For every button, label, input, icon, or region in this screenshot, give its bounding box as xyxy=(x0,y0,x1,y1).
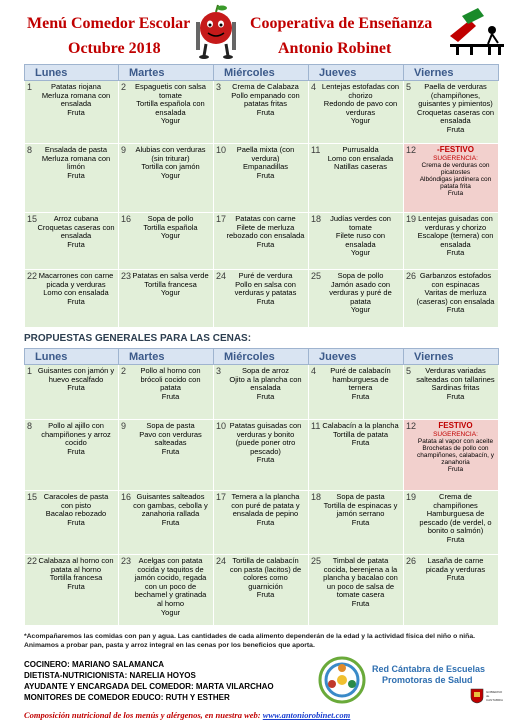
day-number: 16 xyxy=(121,214,132,224)
network-logo-line2: Promotoras de Salud xyxy=(382,675,473,685)
day-cell xyxy=(119,365,214,420)
day-cell xyxy=(214,81,309,144)
day-cell xyxy=(309,213,404,270)
day-number: 23 xyxy=(121,556,132,566)
day-cell xyxy=(214,144,309,213)
day-number: 2 xyxy=(121,82,127,92)
day-cell xyxy=(25,420,119,491)
suggestion-title: SUGERENCIA: xyxy=(433,430,478,438)
menu-text: Sopa de pollo Jamón asado con verduras y puré de patata Yogur xyxy=(329,271,392,315)
day-number: 19 xyxy=(406,214,417,224)
menu-text: Purrusalda Lomo con ensalada Natillas caseras xyxy=(327,145,394,172)
day-number: 15 xyxy=(27,492,38,502)
day-cell xyxy=(214,420,309,491)
network-logo-line1: Red Cántabra de Escuelas xyxy=(372,664,486,674)
menu-text: Judías verdes con tomate Filete ruso con ensalada Yogur xyxy=(330,214,391,258)
day-number: 25 xyxy=(311,556,322,566)
day-number: 22 xyxy=(27,556,38,566)
day-cell xyxy=(119,420,214,491)
menu-text: Calabacín a la plancha Tortilla de patata Fruta xyxy=(322,421,399,448)
day-number: 18 xyxy=(311,214,322,224)
day-number: 10 xyxy=(216,421,227,431)
day-cell xyxy=(25,365,119,420)
day-cell xyxy=(404,491,499,555)
day-number: 3 xyxy=(216,82,222,92)
day-cell xyxy=(25,555,119,626)
day-cell xyxy=(309,555,404,626)
day-number: 4 xyxy=(311,82,317,92)
day-number: 11 xyxy=(311,145,321,155)
day-number: 1 xyxy=(27,82,33,92)
menu-text: Lentejas guisadas con verduras y chorizo Escalope (ternera) con ensalada Fruta xyxy=(417,214,494,258)
day-number: 12 xyxy=(406,421,417,431)
day-cell xyxy=(214,213,309,270)
day-number: 9 xyxy=(121,145,127,155)
dinner-proposals-table xyxy=(24,348,499,626)
day-cell xyxy=(309,81,404,144)
menu-text: Patatas guisadas con verduras y bonito (puede poner otro pescado) Fruta xyxy=(229,421,302,465)
day-number: 5 xyxy=(406,366,412,376)
day-number: 4 xyxy=(311,366,317,376)
menu-text: Ternera a la plancha con puré de patata y ensalada de pepino Fruta xyxy=(231,492,300,527)
menu-text: Timbal de patata cocida, berenjena a la plancha y bacalao con un poco de salsa de tomate casera Fruta xyxy=(323,556,398,608)
day-number: 10 xyxy=(216,145,227,155)
week-row xyxy=(25,491,499,555)
menu-text: Puré de calabacín hamburguesa de ternera Fruta xyxy=(330,366,391,401)
health-schools-network-logo-icon xyxy=(318,654,366,706)
apple-mascot-icon xyxy=(190,2,242,60)
week-row xyxy=(25,81,499,144)
menu-text: Pollo al ajillo con champiñones y arroz cocido Fruta xyxy=(41,421,111,456)
day-number: 8 xyxy=(27,145,33,155)
menu-text: Lentejas estofadas con chorizo Redondo de pavo con verduras Yogur xyxy=(321,82,400,126)
footnote-integral: Animamos a probar pan, pasta y arroz integral en las cenas por los beneficios que aporta. xyxy=(24,642,315,649)
day-cell xyxy=(214,270,309,328)
staff-monitors: MONITORES DE COMEDOR EDUCO: RUTH Y ESTHER xyxy=(24,693,230,702)
day-header-martes: Martes xyxy=(119,65,214,81)
day-number: 24 xyxy=(216,556,227,566)
day-number: 11 xyxy=(311,421,321,431)
menu-text: Patatas riojana Merluza romana con ensalada Fruta xyxy=(41,82,111,117)
holiday-label: FESTIVO xyxy=(438,421,473,430)
week-row xyxy=(25,213,499,270)
menu-text: Crema de Calabaza Pollo empanado con patatas fritas Fruta xyxy=(231,82,300,117)
day-number: 26 xyxy=(406,556,417,566)
day-cell xyxy=(119,270,214,328)
school-name-line2: Antonio Robinet xyxy=(278,40,392,57)
day-header-miercoles: Miércoles xyxy=(214,65,309,81)
day-number: 2 xyxy=(121,366,127,376)
menu-text: Sopa de pasta Pavo con verduras salteadas Fruta xyxy=(139,421,202,456)
menu-text: Paella mixta (con verdura) Empanadillas Fruta xyxy=(236,145,295,180)
day-number: 18 xyxy=(311,492,322,502)
day-cell xyxy=(309,365,404,420)
day-header-lunes: Lunes xyxy=(25,349,119,365)
suggestion-title: SUGERENCIA: xyxy=(433,154,478,162)
day-header-miercoles: Miércoles xyxy=(214,349,309,365)
day-number: 16 xyxy=(121,492,132,502)
day-cell xyxy=(404,81,499,144)
menu-text: Garbanzos estofados con espinacas Varitas de merluza (caseras) con ensalada Fruta xyxy=(416,271,495,315)
week-row xyxy=(25,365,499,420)
day-header-viernes: Viernes xyxy=(404,65,499,81)
day-number: 3 xyxy=(216,366,222,376)
suggestion-text: Crema de verduras con picatostes Albóndigas jardinera con patata frita Fruta xyxy=(419,161,492,197)
week-row xyxy=(25,555,499,626)
day-number: 24 xyxy=(216,271,227,281)
menu-text: Caracoles de pasta con pisto Bacalao rebozado Fruta xyxy=(43,492,109,527)
menu-text: Guisantes con jamón y huevo escalfado Fruta xyxy=(37,366,115,393)
day-cell xyxy=(119,491,214,555)
day-number: 25 xyxy=(311,271,322,281)
staff-cook: COCINERO: MARIANO SALAMANCA xyxy=(24,660,164,669)
day-cell xyxy=(309,270,404,328)
menu-text: Acelgas con patata cocida y taquitos de jamón cocido, regada con un poco de bechamel y gratinada al horno Yogur xyxy=(134,556,207,617)
staff-assistant: AYUDANTE Y ENCARGADA DEL COMEDOR: MARTA VILARCHAO xyxy=(24,682,274,691)
day-cell xyxy=(119,213,214,270)
day-cell xyxy=(404,555,499,626)
day-number: 12 xyxy=(406,145,417,155)
school-name-line1: Cooperativa de Enseñanza xyxy=(250,15,433,32)
menu-text: Verduras variadas salteadas con tallarines Sardinas fritas Fruta xyxy=(416,366,495,401)
day-number: 23 xyxy=(121,271,132,281)
school-logo-icon xyxy=(448,6,506,56)
menu-text: Macarrones con carne picada y verduras Lomo con ensalada Fruta xyxy=(38,271,114,306)
menu-text: Sopa de arroz Ojito a la plancha con ensalada Fruta xyxy=(229,366,302,401)
day-header-lunes: Lunes xyxy=(25,65,119,81)
day-cell xyxy=(119,81,214,144)
menu-text: Patatas con carne Filete de merluza rebozado con ensalada Fruta xyxy=(226,214,305,249)
menu-text: Ensalada de pasta Merluza romana con limón Fruta xyxy=(41,145,111,180)
week-row xyxy=(25,270,499,328)
composition-text: Composición nutricional de los menús y alérgenos, en nuestra web: xyxy=(24,710,263,720)
day-number: 1 xyxy=(27,366,33,376)
dinner-section-title: PROPUESTAS GENERALES PARA LAS CENAS: xyxy=(24,333,252,344)
lunch-menu-table xyxy=(24,64,499,328)
day-cell xyxy=(25,270,119,328)
day-number: 22 xyxy=(27,271,38,281)
day-cell xyxy=(309,420,404,491)
day-header-viernes: Viernes xyxy=(404,349,499,365)
menu-text: Arroz cubana Croquetas caseras con ensalada Fruta xyxy=(37,214,115,249)
day-cell xyxy=(25,491,119,555)
day-number: 17 xyxy=(216,214,227,224)
day-number: 15 xyxy=(27,214,38,224)
day-cell xyxy=(25,81,119,144)
menu-text: Guisantes salteados con gambas, cebolla y zanahoria rallada Fruta xyxy=(133,492,208,527)
composition-note xyxy=(24,710,350,720)
menu-text: Espaguetis con salsa tomate Tortilla española con ensalada Yogur xyxy=(135,82,206,126)
menu-text: Lasaña de carne picada y verduras Fruta xyxy=(425,556,486,583)
holiday-label: -FESTIVO xyxy=(437,145,474,154)
day-number: 26 xyxy=(406,271,417,281)
day-header-row xyxy=(25,65,499,81)
day-cell xyxy=(404,144,499,213)
footnote-bread-water: *Acompañaremos las comidas con pan y agua. Las cantidades de cada alimento dependerán de la edad y la actividad física del niño o niña. xyxy=(24,633,476,640)
menu-text: Alubias con verduras (sin triturar) Tortilla con jamón Yogur xyxy=(135,145,206,180)
menu-text: Tortilla de calabacín con pasta (lacitos) de colores como guarnición Fruta xyxy=(229,556,302,600)
day-header-jueves: Jueves xyxy=(309,349,404,365)
menu-text: Sopa de pollo Tortilla española Yogur xyxy=(143,214,198,241)
week-row xyxy=(25,420,499,491)
day-number: 17 xyxy=(216,492,227,502)
day-header-row xyxy=(25,349,499,365)
day-number: 8 xyxy=(27,421,33,431)
menu-text: Sopa de pasta Tortilla de espinacas y jamón serrano Fruta xyxy=(323,492,398,527)
day-number: 19 xyxy=(406,492,417,502)
day-number: 5 xyxy=(406,82,412,92)
menu-text: Puré de verdura Pollo en salsa con verduras y patatas Fruta xyxy=(234,271,297,306)
month-title: Octubre 2018 xyxy=(68,40,161,57)
day-header-martes: Martes xyxy=(119,349,214,365)
day-cell xyxy=(214,555,309,626)
menu-text: Patatas en salsa verde Tortilla francesa Yogur xyxy=(132,271,209,298)
day-cell xyxy=(214,365,309,420)
staff-dietitian: DIETISTA-NUTRICIONISTA: NARELIA HOYOS xyxy=(24,671,196,680)
website-link[interactable]: www.antoniorobinet.com xyxy=(262,710,351,720)
menu-title: Menú Comedor Escolar xyxy=(27,15,191,32)
menu-text: Crema de champiñones Hamburguesa de pescado (de verdel, o bonito o salmón) Fruta xyxy=(419,492,492,544)
day-cell xyxy=(404,270,499,328)
day-cell xyxy=(214,491,309,555)
day-cell xyxy=(404,213,499,270)
week-row xyxy=(25,144,499,213)
suggestion-text: Patata al vapor con aceite Brochetas de pollo con champiñones, calabacín, y zanahoria Fruta xyxy=(417,437,494,473)
menu-text: Calabaza al horno con patata al horno Tortilla francesa Fruta xyxy=(38,556,114,591)
day-header-jueves: Jueves xyxy=(309,65,404,81)
government-cantabria-logo-text: GOBIERNO de CANTABRIA xyxy=(486,690,503,702)
government-cantabria-logo-icon xyxy=(470,688,484,704)
day-cell xyxy=(309,491,404,555)
day-cell xyxy=(25,213,119,270)
day-cell xyxy=(404,365,499,420)
day-cell xyxy=(404,420,499,491)
day-cell xyxy=(119,144,214,213)
day-cell xyxy=(25,144,119,213)
day-cell xyxy=(119,555,214,626)
menu-text: Paella de verduras (champiñones, guisantes y pimientos) Croquetas caseras con ensalada Fruta xyxy=(416,82,495,134)
menu-text: Pollo al horno con brócoli cocido con patata Fruta xyxy=(140,366,201,401)
day-number: 9 xyxy=(121,421,127,431)
day-cell xyxy=(309,144,404,213)
